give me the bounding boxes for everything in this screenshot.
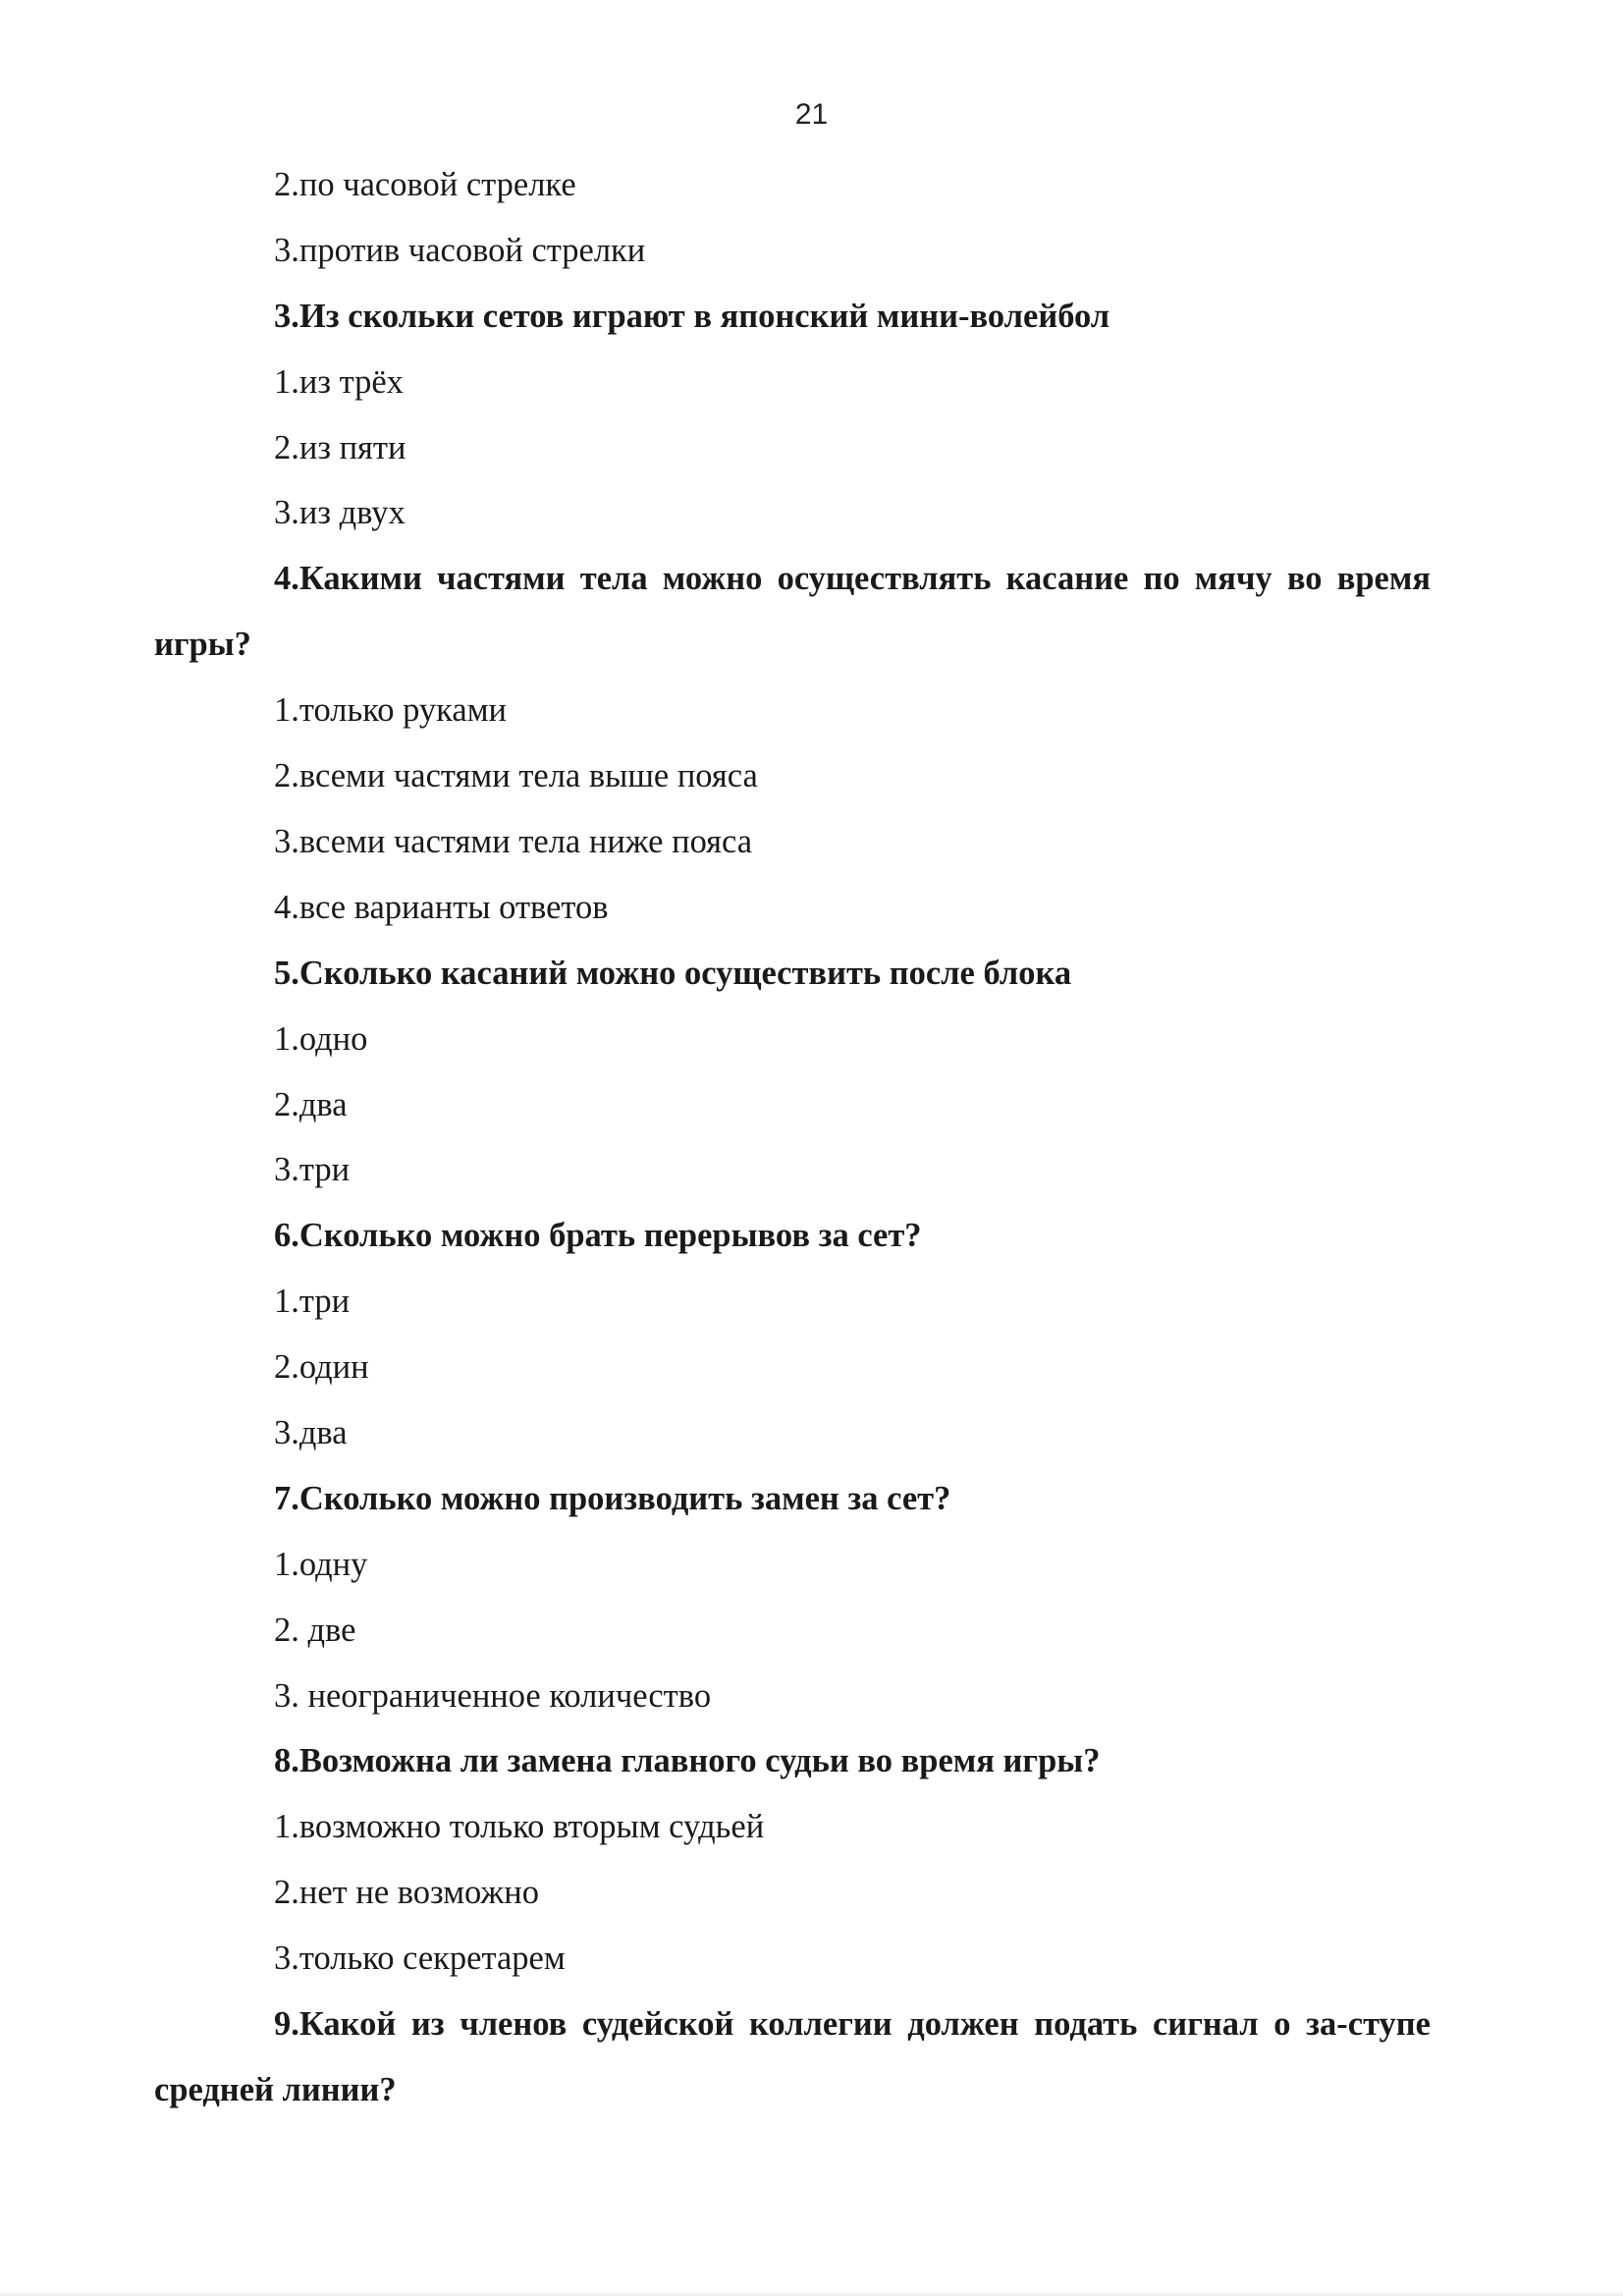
question-heading: 3.Из скольки сетов играют в японский мини-волейбол: [274, 297, 1110, 335]
answer-option: 3.три: [274, 1151, 351, 1189]
answer-option: 1.три: [274, 1283, 351, 1321]
question-heading: 6.Сколько можно брать перерывов за сет?: [274, 1217, 922, 1255]
question-heading: 5.Сколько касаний можно осуществить после блока: [274, 954, 1072, 992]
question-heading: 7.Сколько можно производить замен за сет?: [274, 1479, 951, 1517]
answer-option: 1.из трёх: [274, 362, 404, 401]
answer-option: 3.из двух: [274, 494, 406, 532]
answer-option: 1.одну: [274, 1545, 368, 1583]
scan-edge: [0, 2290, 1623, 2296]
question-heading: 4.Какими частями тела можно осуществлять касание по мячу во время игры?: [154, 560, 1431, 664]
answer-option: 2.по часовой стрелке: [274, 166, 576, 203]
answer-option: 1.одно: [274, 1019, 368, 1058]
answer-option: 3.всеми частями тела ниже пояса: [274, 822, 753, 860]
answer-option: 2.всеми частями тела выше пояса: [274, 757, 758, 795]
answer-option: 3. неограниченное количество: [274, 1676, 712, 1715]
answer-option: 3.два: [274, 1413, 348, 1451]
answer-option: 1.только руками: [274, 691, 508, 730]
answer-option: 2.один: [274, 1348, 369, 1387]
answer-option: 2.из пяти: [274, 428, 406, 466]
answer-option: 2. две: [274, 1611, 356, 1649]
answer-option: 3.против часовой стрелки: [274, 231, 646, 269]
answer-option: 3.только секретарем: [274, 1940, 566, 1978]
page-number: 21: [794, 98, 829, 131]
answer-option: 2.два: [274, 1085, 348, 1123]
answer-option: 4.все варианты ответов: [274, 888, 609, 926]
question-heading: 9.Какой из членов судейской коллегии должен подать сигнал о за-ступе средней линии?: [154, 2004, 1431, 2108]
answer-option: 2.нет не возможно: [274, 1874, 539, 1912]
question-heading: 8.Возможна ли замена главного судьи во время игры?: [274, 1742, 1101, 1780]
quiz-content: [154, 152, 1431, 2123]
answer-option: 1.возможно только вторым судьей: [274, 1808, 765, 1846]
